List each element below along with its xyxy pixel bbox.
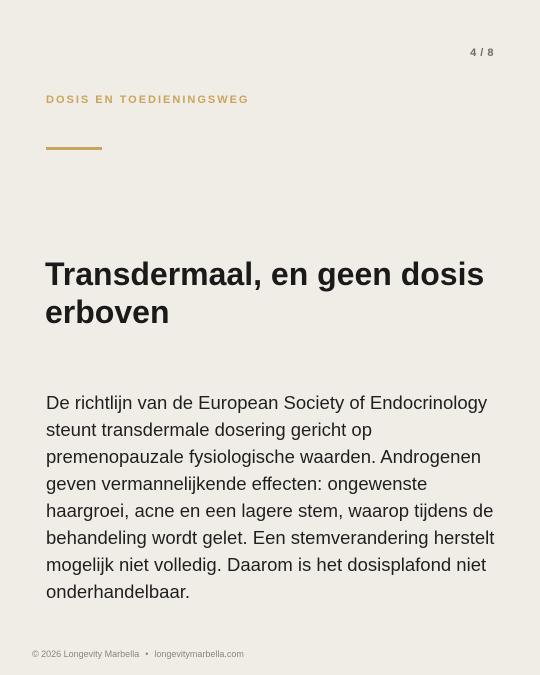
body-paragraph: De richtlijn van de European Society of Endocrinology steunt transdermale dosering gericht op premenopauzale fysiologische waarden. Androgenen geven vermannelijkende effecten: ongewenste haargroei, acne en een lagere stem, waarop tijdens de behandeling wordt gelet. Een stemverandering herstelt mogelijk niet volledig. Daarom is het dosisplafond niet onderhandelbaar. (46, 392, 495, 602)
footer-separator: • (145, 649, 149, 659)
page-title: Transdermaal, en geen dosis erboven (45, 256, 485, 330)
section-eyebrow: DOSIS EN TOEDIENINGSWEG (46, 94, 250, 106)
page-counter: 4 / 8 (470, 47, 494, 59)
footer (32, 649, 244, 659)
footer-website-link[interactable]: longevitymarbella.com (154, 649, 244, 659)
accent-rule (46, 147, 102, 150)
footer-copyright: © 2026 Longevity Marbella (32, 649, 140, 659)
